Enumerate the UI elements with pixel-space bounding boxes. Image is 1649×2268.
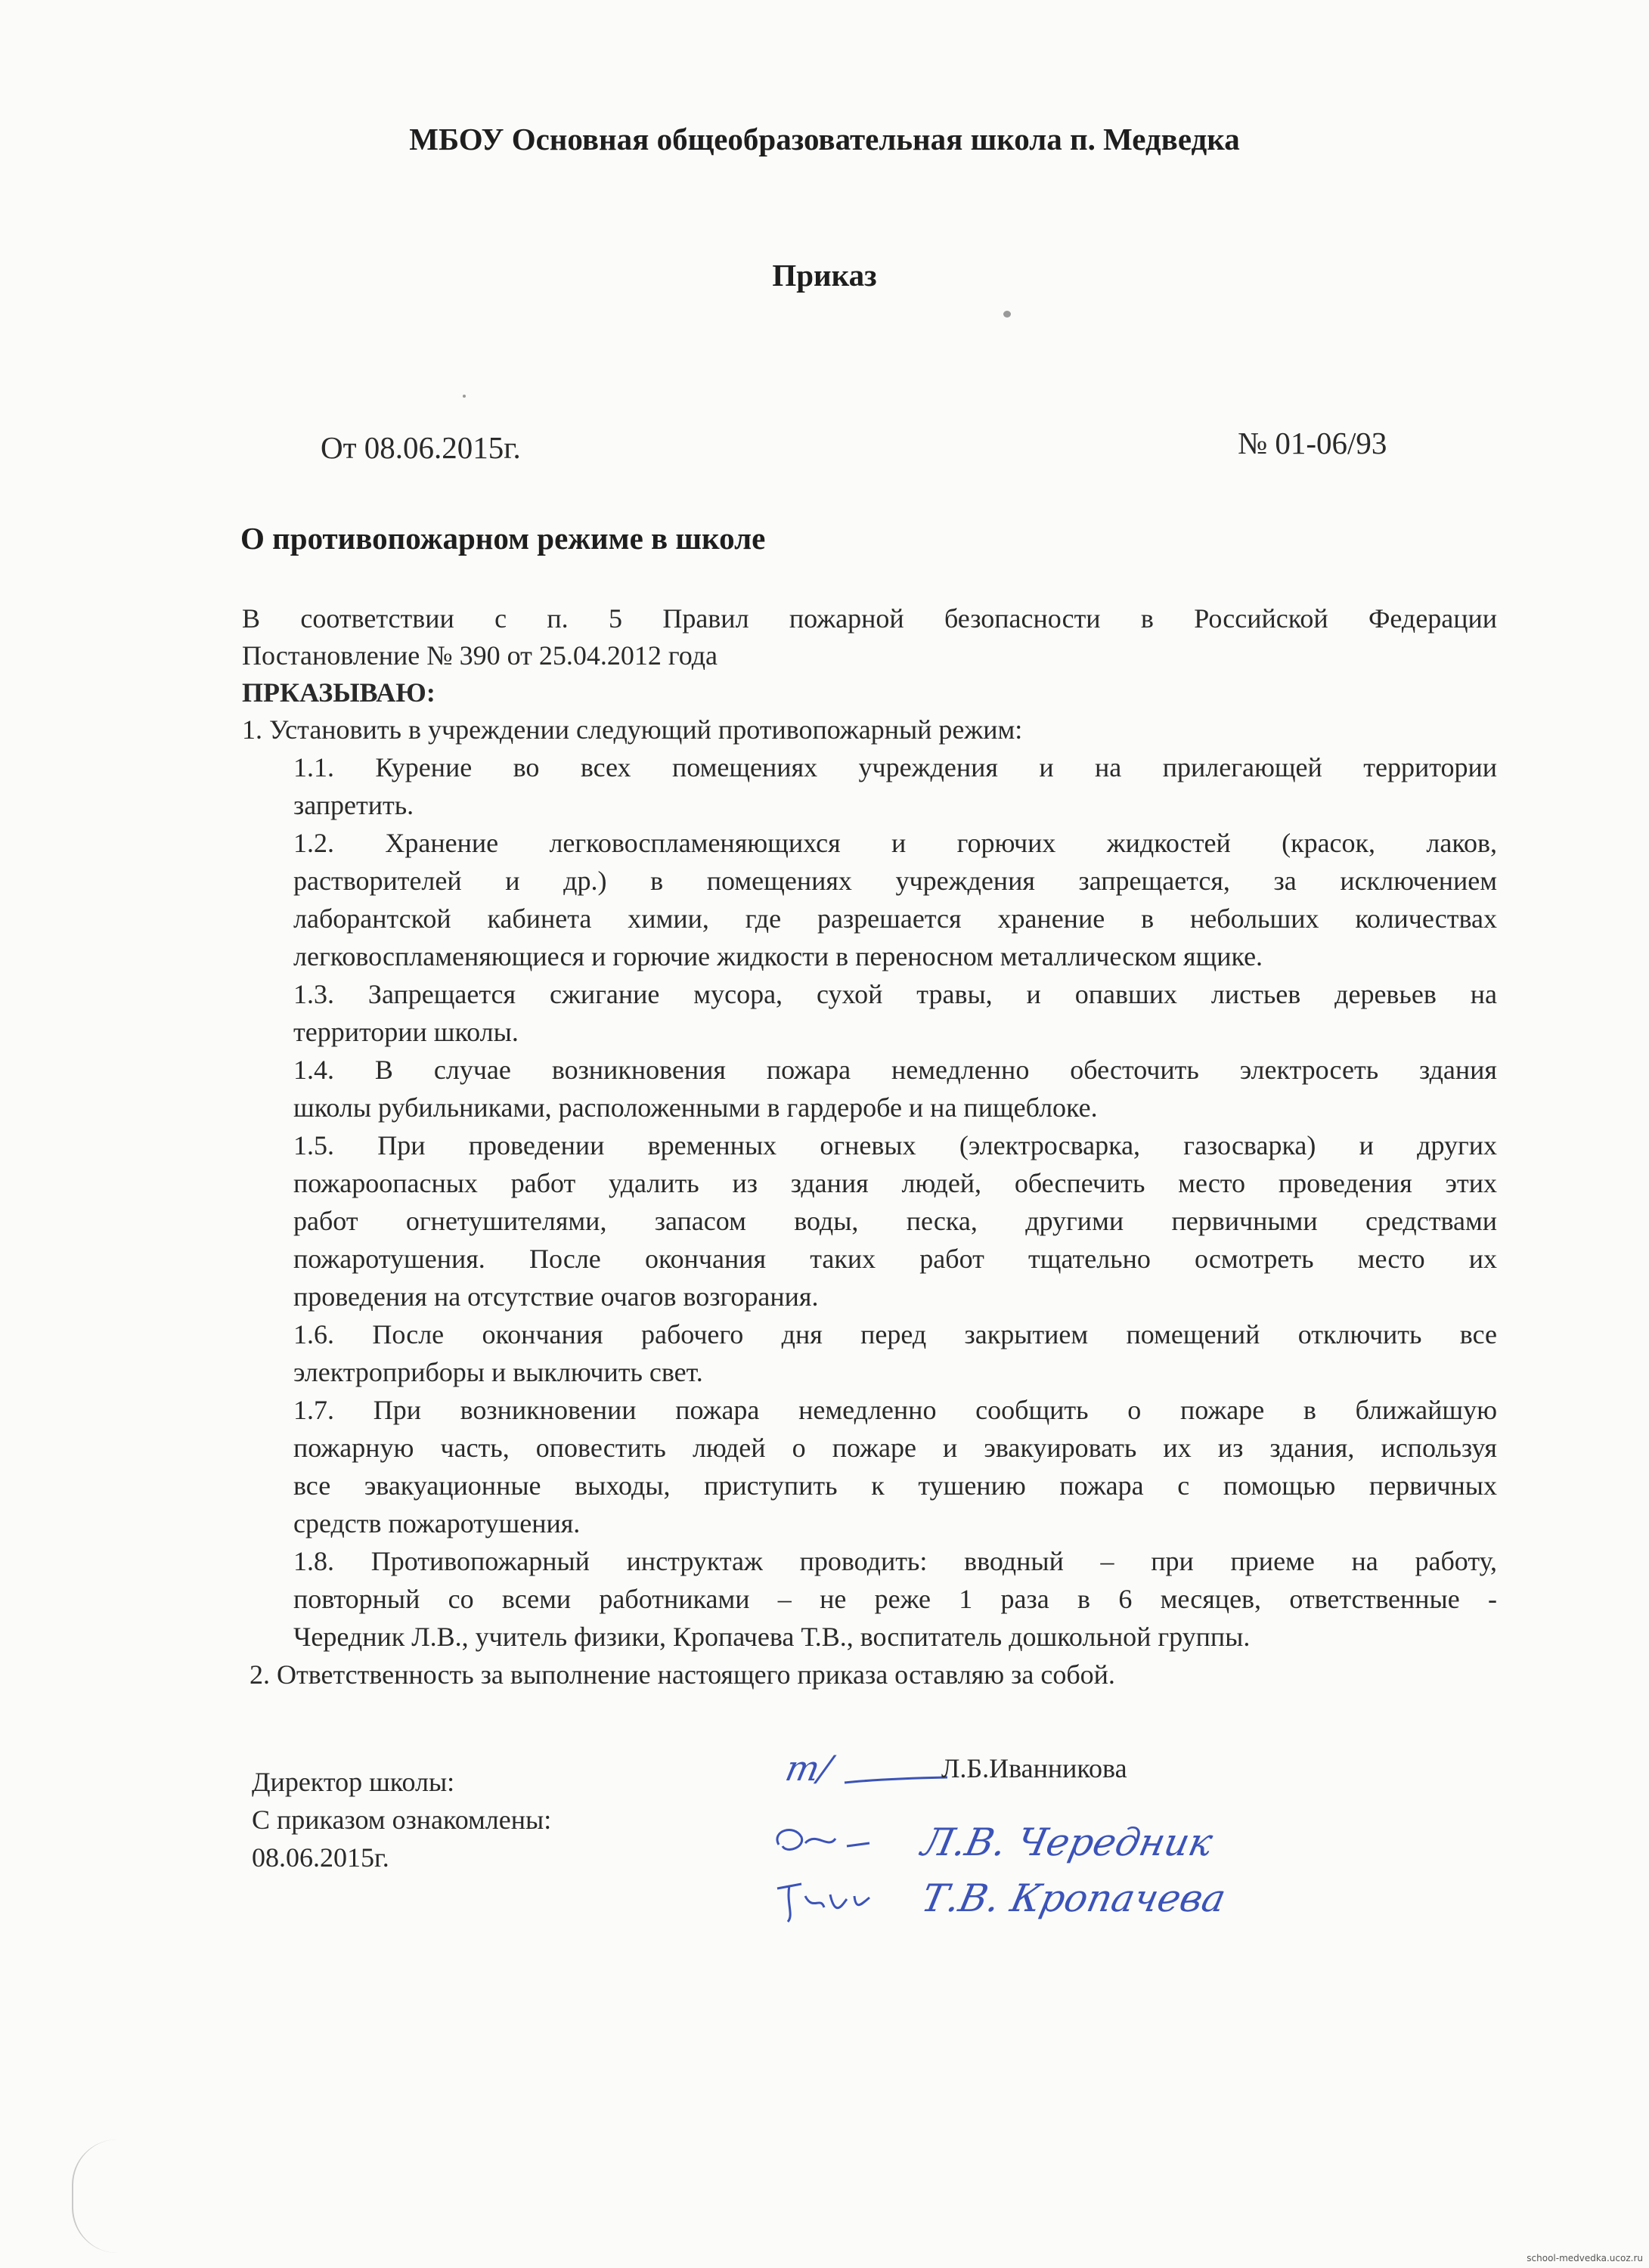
order-subject: О противопожарном режиме в школе	[240, 521, 766, 556]
signature-stroke	[843, 1775, 949, 1786]
acquainted-label: С приказом ознакомлены:	[252, 1805, 552, 1835]
list-line: пожароопасных работ удалить из здания людей, обеспечить место проведения этих	[293, 1168, 1497, 1198]
list-line: территории школы.	[293, 1017, 519, 1047]
document-type: Приказ	[772, 258, 877, 293]
organization-title: МБОУ Основная общеобразовательная школа п. Медведка	[409, 122, 1240, 156]
list-line: легковоспламеняющиеся и горючие жидкости в переносном металлическом ящике.	[293, 941, 1263, 971]
list-line: средств пожаротушения.	[293, 1508, 581, 1538]
list-line: Чередник Л.В., учитель физики, Кропачева Т.В., воспитатель дошкольной группы.	[293, 1622, 1251, 1652]
list-line: пожаротушения. После окончания таких работ тщательно осмотреть место их	[293, 1244, 1497, 1274]
list-line: лаборантской кабинета химии, где разрешается хранение в небольших количествах	[293, 903, 1497, 934]
basis-line: В соответствии с п. 5 Правил пожарной безопасности в Российской Федерации	[242, 603, 1497, 634]
signature-kropacheva-initials	[771, 1873, 885, 1926]
scan-edge-mark	[72, 2139, 119, 2253]
list-line: 1.3. Запрещается сжигание мусора, сухой травы, и опавших листьев деревьев на	[293, 979, 1497, 1009]
list-item-2: 2. Ответственность за выполнение настоящего приказа оставляю за собой.	[250, 1659, 1115, 1690]
list-line: все эвакуационные выходы, приступить к тушению пожара с помощью первичных	[293, 1470, 1497, 1501]
signature-area	[771, 1731, 1391, 1928]
scan-dust	[463, 395, 466, 398]
list-line: 1.6. После окончания рабочего дня перед закрытием помещений отключить все	[293, 1319, 1497, 1349]
list-line: 1.1. Курение во всех помещениях учреждения и на прилегающей территории	[293, 752, 1497, 782]
signature-cheredнik-initials	[771, 1816, 885, 1861]
list-line: растворителей и др.) в помещениях учреждения запрещается, за исключением	[293, 866, 1497, 896]
list-line: электроприборы и выключить свет.	[293, 1357, 703, 1387]
list-line: 1.2. Хранение легковоспламеняющихся и горючих жидкостей (красок, лаков,	[293, 828, 1497, 858]
order-number: № 01-06/93	[1238, 426, 1387, 460]
order-date: От 08.06.2015г.	[321, 430, 521, 465]
list-line: повторный со всеми работниками – не реже 1 раза в 6 месяцев, ответственные -	[293, 1584, 1497, 1614]
list-line: 1.8. Противопожарный инструктаж проводить: вводный – при приеме на работу,	[293, 1546, 1497, 1576]
basis-line: Постановление № 390 от 25.04.2012 года	[242, 640, 718, 671]
site-watermark: school-medvedka.ucoz.ru	[1527, 2253, 1643, 2263]
list-line: работ огнетушителями, запасом воды, песка, другими первичными средствами	[293, 1206, 1497, 1236]
signer2-handwritten-name: Т.В. Кропачева	[917, 1876, 1230, 1920]
scan-dust	[1003, 311, 1011, 318]
list-line: школы рубильниками, расположенными в гардеробе и на пищеблоке.	[293, 1092, 1098, 1123]
director-label: Директор школы:	[252, 1767, 455, 1797]
signer1-handwritten-name: Л.В. Чередник	[917, 1820, 1217, 1864]
list-line: 1.5. При проведении временных огневых (электросварка, газосварка) и других	[293, 1130, 1497, 1160]
list-line: 1.7. При возникновении пожара немедленно сообщить о пожаре в ближайшую	[293, 1395, 1497, 1425]
list-line: запретить.	[293, 790, 414, 820]
director-name: Л.Б.Иванникова	[941, 1753, 1127, 1783]
acquainted-date: 08.06.2015г.	[252, 1842, 389, 1873]
director-signature: m/	[782, 1748, 835, 1789]
list-item-1: 1. Установить в учреждении следующий противопожарный режим:	[242, 714, 1023, 745]
list-line: 1.4. В случае возникновения пожара немедленно обесточить электросеть здания	[293, 1055, 1497, 1085]
list-line: пожарную часть, оповестить людей о пожаре и эвакуировать их из здания, используя	[293, 1433, 1497, 1463]
order-word: ПРКАЗЫВАЮ:	[242, 677, 435, 708]
list-line: проведения на отсутствие очагов возгорания.	[293, 1281, 819, 1312]
